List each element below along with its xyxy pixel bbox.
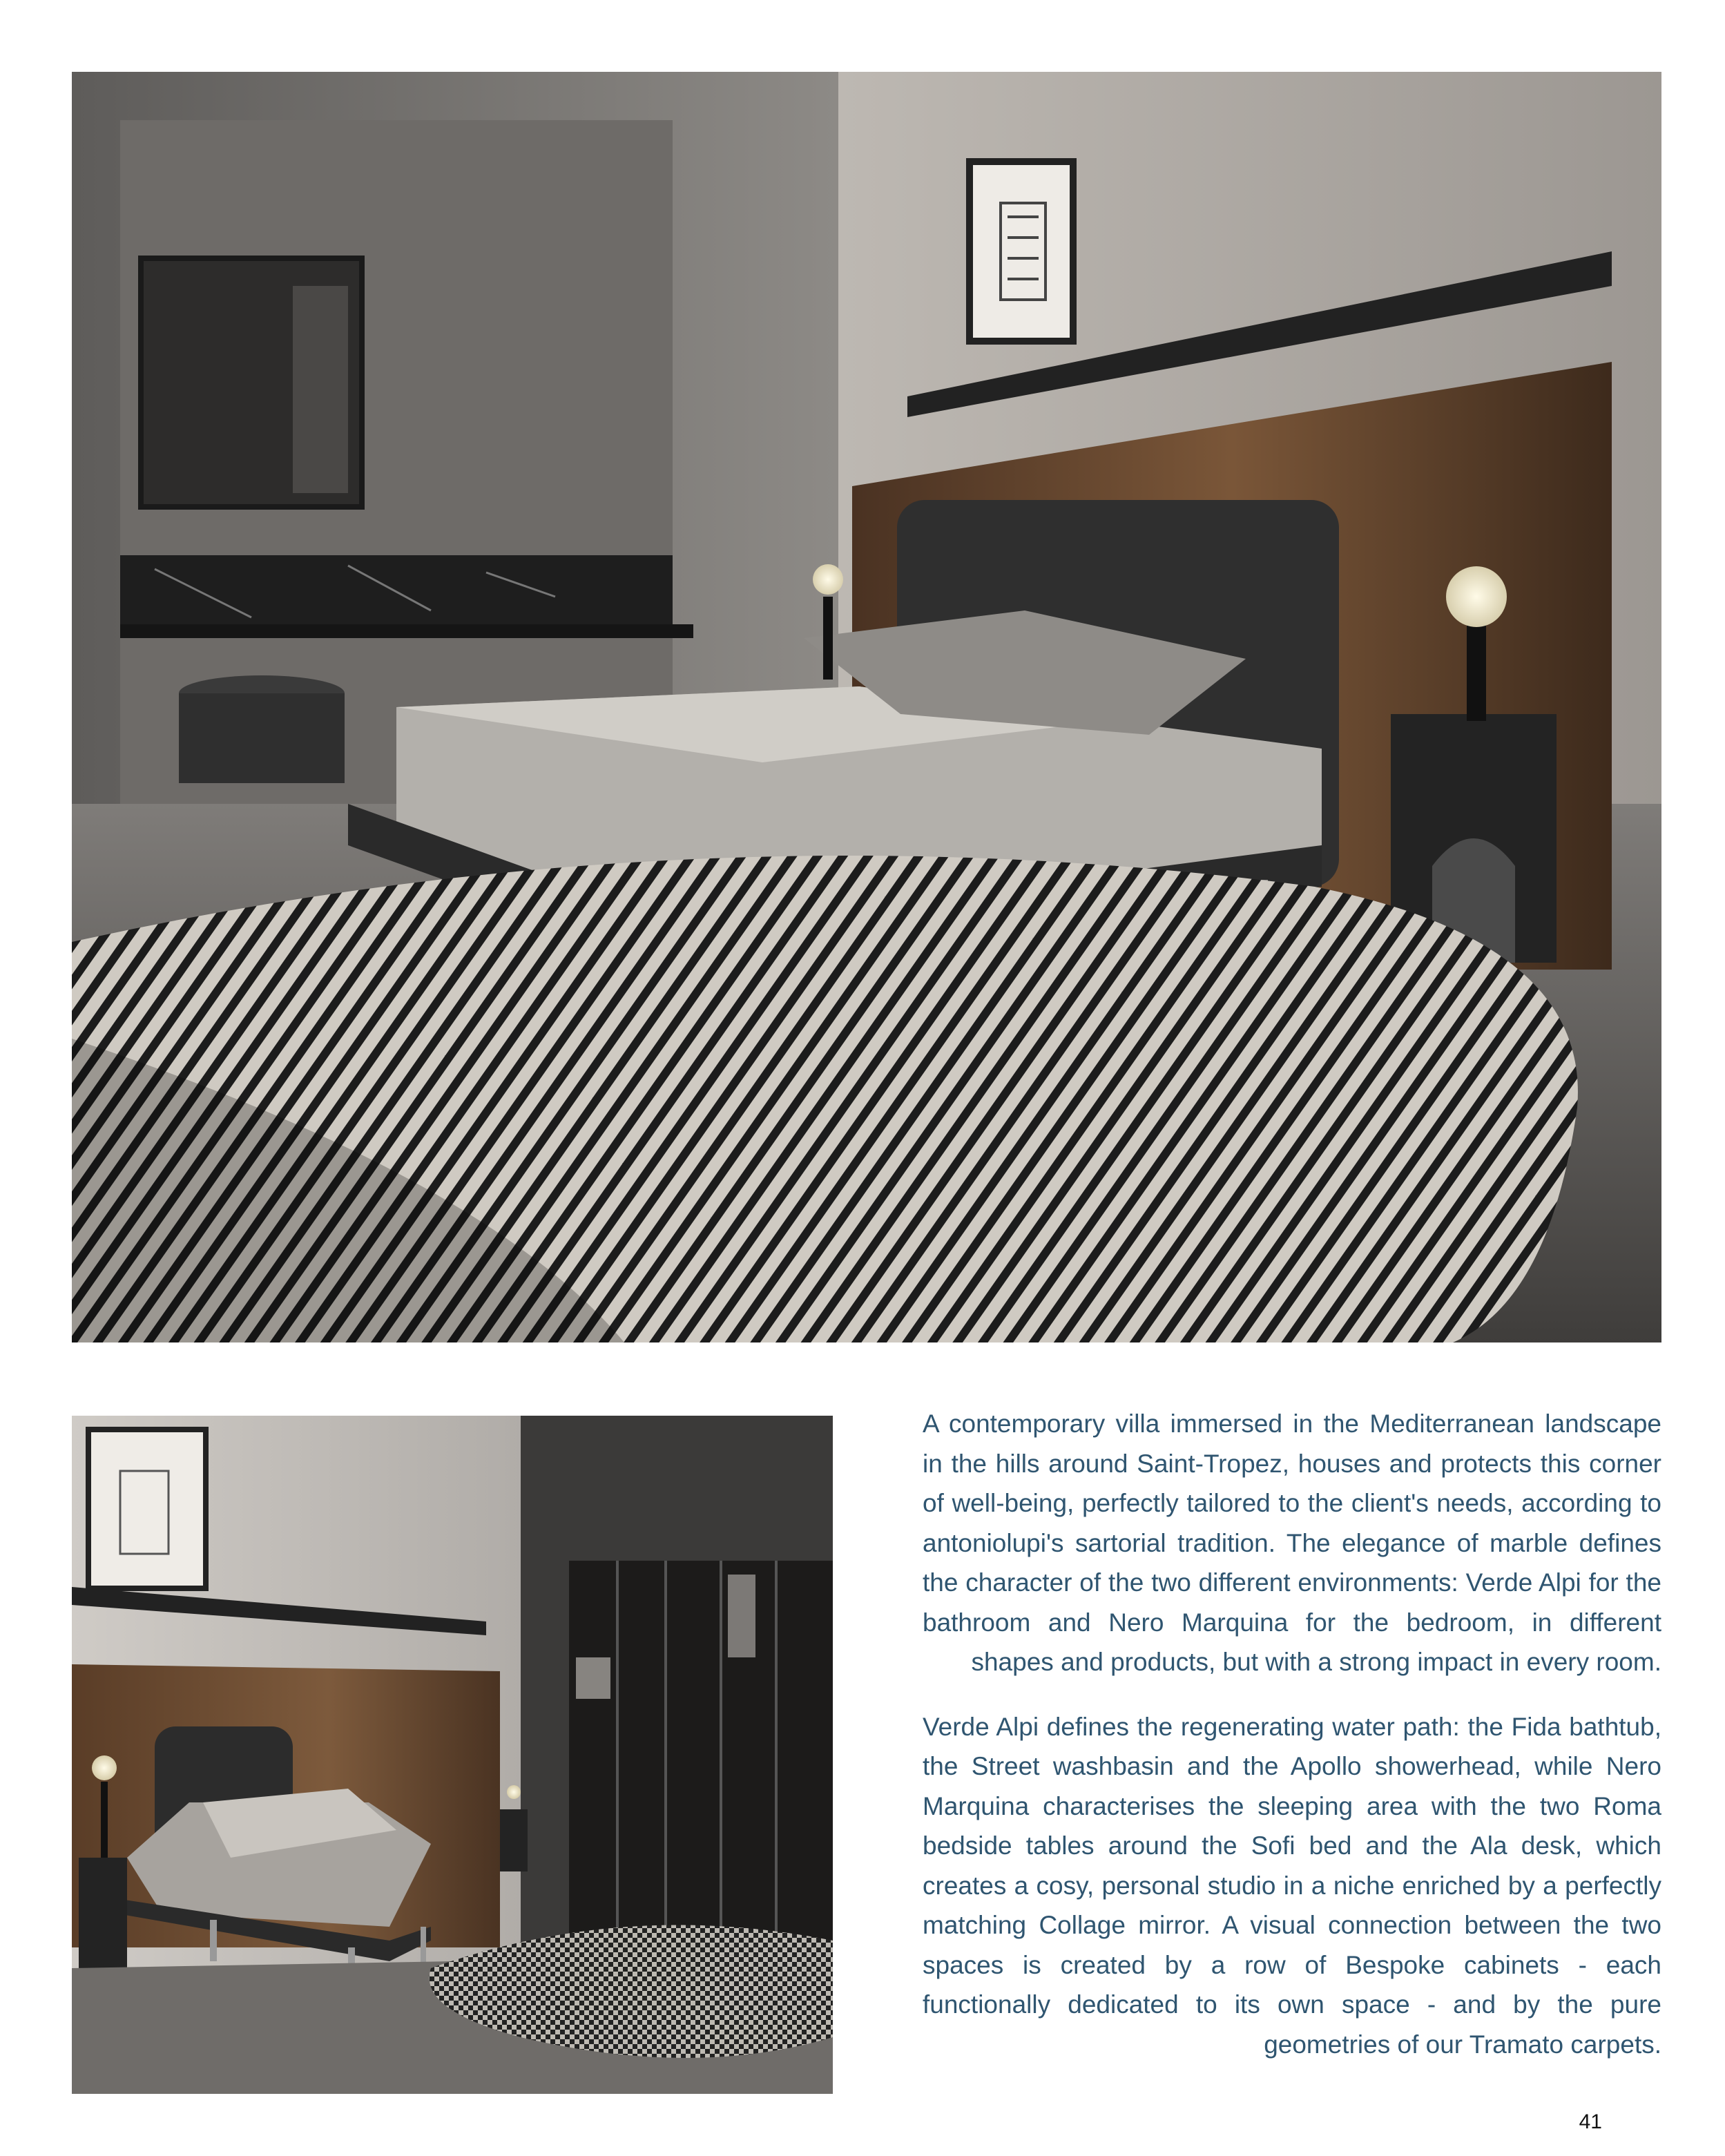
paragraph-intro: A contemporary villa immersed in the Mediterranean landscape in the hills around Saint-Tropez, houses and protects this corner of well-being, perfectly tailored to the client's needs, according to antoniolupi's sartorial tradition. The elegance of marble defines the character of the two different environments: Verde Alpi for the bathroom and Nero Marquina for the bedroom, in different shapes and products, but with a strong impact in every room. [923,1409,1661,1676]
page-number: 41 [1579,2110,1602,2133]
article-text-column [923,1404,1661,2089]
bedroom-wide-photo [72,72,1661,1342]
bedroom-secondary-photo [72,1416,833,2094]
paragraph-materials: Verde Alpi defines the regenerating water path: the Fida bathtub, the Street washbasin and the Apollo showerhead, while Nero Marquina characterises the sleeping area with the two Roma bedside tables around the Sofi bed and the Ala desk, which creates a cosy, personal studio in a niche enriched by a perfectly matching Collage mirror. A visual connection between the two spaces is created by a row of Bespoke cabinets - each functionally dedicated to its own space - and by the pure geometries of our Tramato carpets. [923,1712,1661,2059]
